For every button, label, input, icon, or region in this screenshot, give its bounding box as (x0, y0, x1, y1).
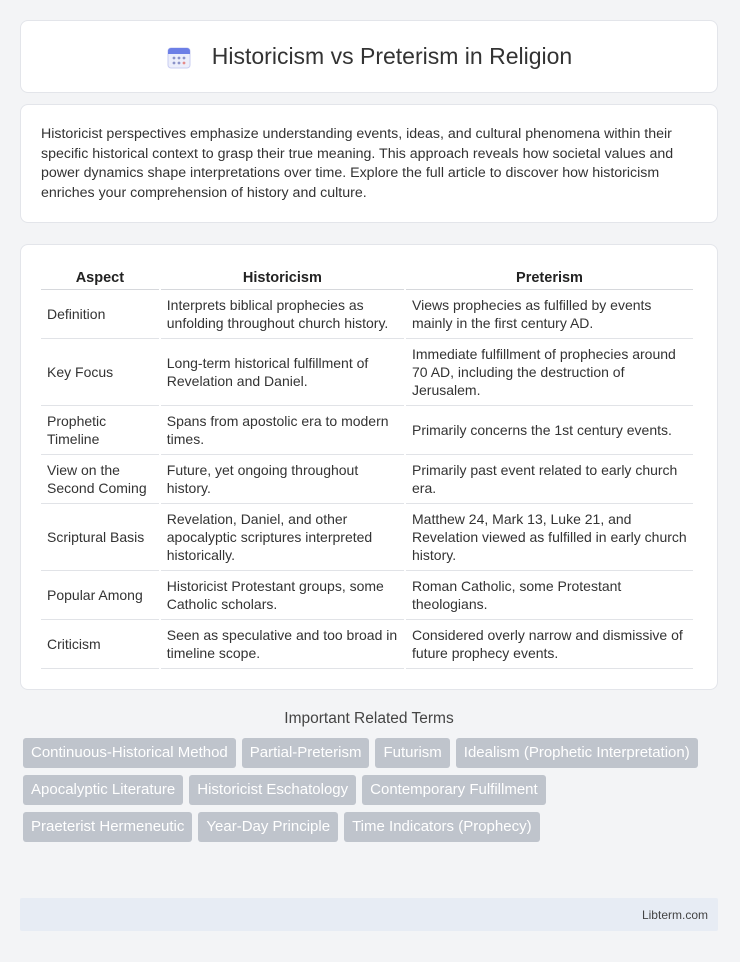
preterism-cell: Roman Catholic, some Protestant theologians. (406, 571, 693, 620)
intro-card (20, 104, 718, 223)
header-historicism: Historicism (161, 265, 404, 290)
table-row (41, 406, 693, 455)
related-term-tag[interactable]: Time Indicators (Prophecy) (344, 812, 540, 842)
historicism-cell: Seen as speculative and too broad in timeline scope. (161, 620, 404, 669)
comparison-table (39, 265, 695, 669)
related-term-tag[interactable]: Year-Day Principle (198, 812, 338, 842)
preterism-cell: Primarily concerns the 1st century events. (406, 406, 693, 455)
table-row (41, 290, 693, 339)
aspect-cell: Criticism (41, 620, 159, 669)
title-card (20, 20, 718, 93)
aspect-cell: Key Focus (41, 339, 159, 406)
related-term-tag[interactable]: Partial-Preterism (242, 738, 370, 768)
aspect-cell: Scriptural Basis (41, 504, 159, 571)
related-terms-section (20, 710, 718, 842)
related-terms-list (20, 738, 718, 842)
aspect-cell: View on the Second Coming (41, 455, 159, 504)
footer (20, 898, 718, 931)
page-title: Historicism vs Preterism in Religion (211, 43, 573, 69)
preterism-cell: Primarily past event related to early church era. (406, 455, 693, 504)
historicism-cell: Historicist Protestant groups, some Catholic scholars. (161, 571, 404, 620)
comparison-table-card (20, 244, 718, 690)
preterism-cell: Immediate fulfillment of prophecies around 70 AD, including the destruction of Jerusalem. (406, 339, 693, 406)
aspect-cell: Definition (41, 290, 159, 339)
intro-text: Historicist perspectives emphasize understanding events, ideas, and cultural phenomena within their specific historical context to grasp their true meaning. This approach reveals how societal values and power dynamics shape interpretations over time. Explore the full article to discover how historicism enriches your comprehension of history and culture. (41, 126, 674, 201)
table-row (41, 571, 693, 620)
related-term-tag[interactable]: Contemporary Fulfillment (362, 775, 546, 805)
historicism-cell: Revelation, Daniel, and other apocalyptic scriptures interpreted historically. (161, 504, 404, 571)
related-term-tag[interactable]: Apocalyptic Literature (23, 775, 183, 805)
table-row (41, 504, 693, 571)
related-terms-heading: Important Related Terms (284, 710, 454, 727)
calendar-icon (166, 44, 192, 70)
footer-site-link[interactable]: Libterm.com (641, 907, 708, 922)
historicism-cell: Future, yet ongoing throughout history. (161, 455, 404, 504)
table-row (41, 339, 693, 406)
header-preterism: Preterism (406, 265, 693, 290)
aspect-cell: Popular Among (41, 571, 159, 620)
related-term-tag[interactable]: Continuous-Historical Method (23, 738, 236, 768)
historicism-cell: Interprets biblical prophecies as unfolding throughout church history. (161, 290, 404, 339)
table-header-row (41, 265, 693, 290)
preterism-cell: Matthew 24, Mark 13, Luke 21, and Revelation viewed as fulfilled in early church history. (406, 504, 693, 571)
preterism-cell: Considered overly narrow and dismissive of future prophecy events. (406, 620, 693, 669)
related-term-tag[interactable]: Historicist Eschatology (189, 775, 356, 805)
preterism-cell: Views prophecies as fulfilled by events mainly in the first century AD. (406, 290, 693, 339)
table-row (41, 455, 693, 504)
aspect-cell: Prophetic Timeline (41, 406, 159, 455)
table-row (41, 620, 693, 669)
related-term-tag[interactable]: Futurism (375, 738, 449, 768)
related-term-tag[interactable]: Idealism (Prophetic Interpretation) (456, 738, 698, 768)
historicism-cell: Long-term historical fulfillment of Revelation and Daniel. (161, 339, 404, 406)
header-aspect: Aspect (41, 265, 159, 290)
historicism-cell: Spans from apostolic era to modern times. (161, 406, 404, 455)
related-term-tag[interactable]: Praeterist Hermeneutic (23, 812, 192, 842)
